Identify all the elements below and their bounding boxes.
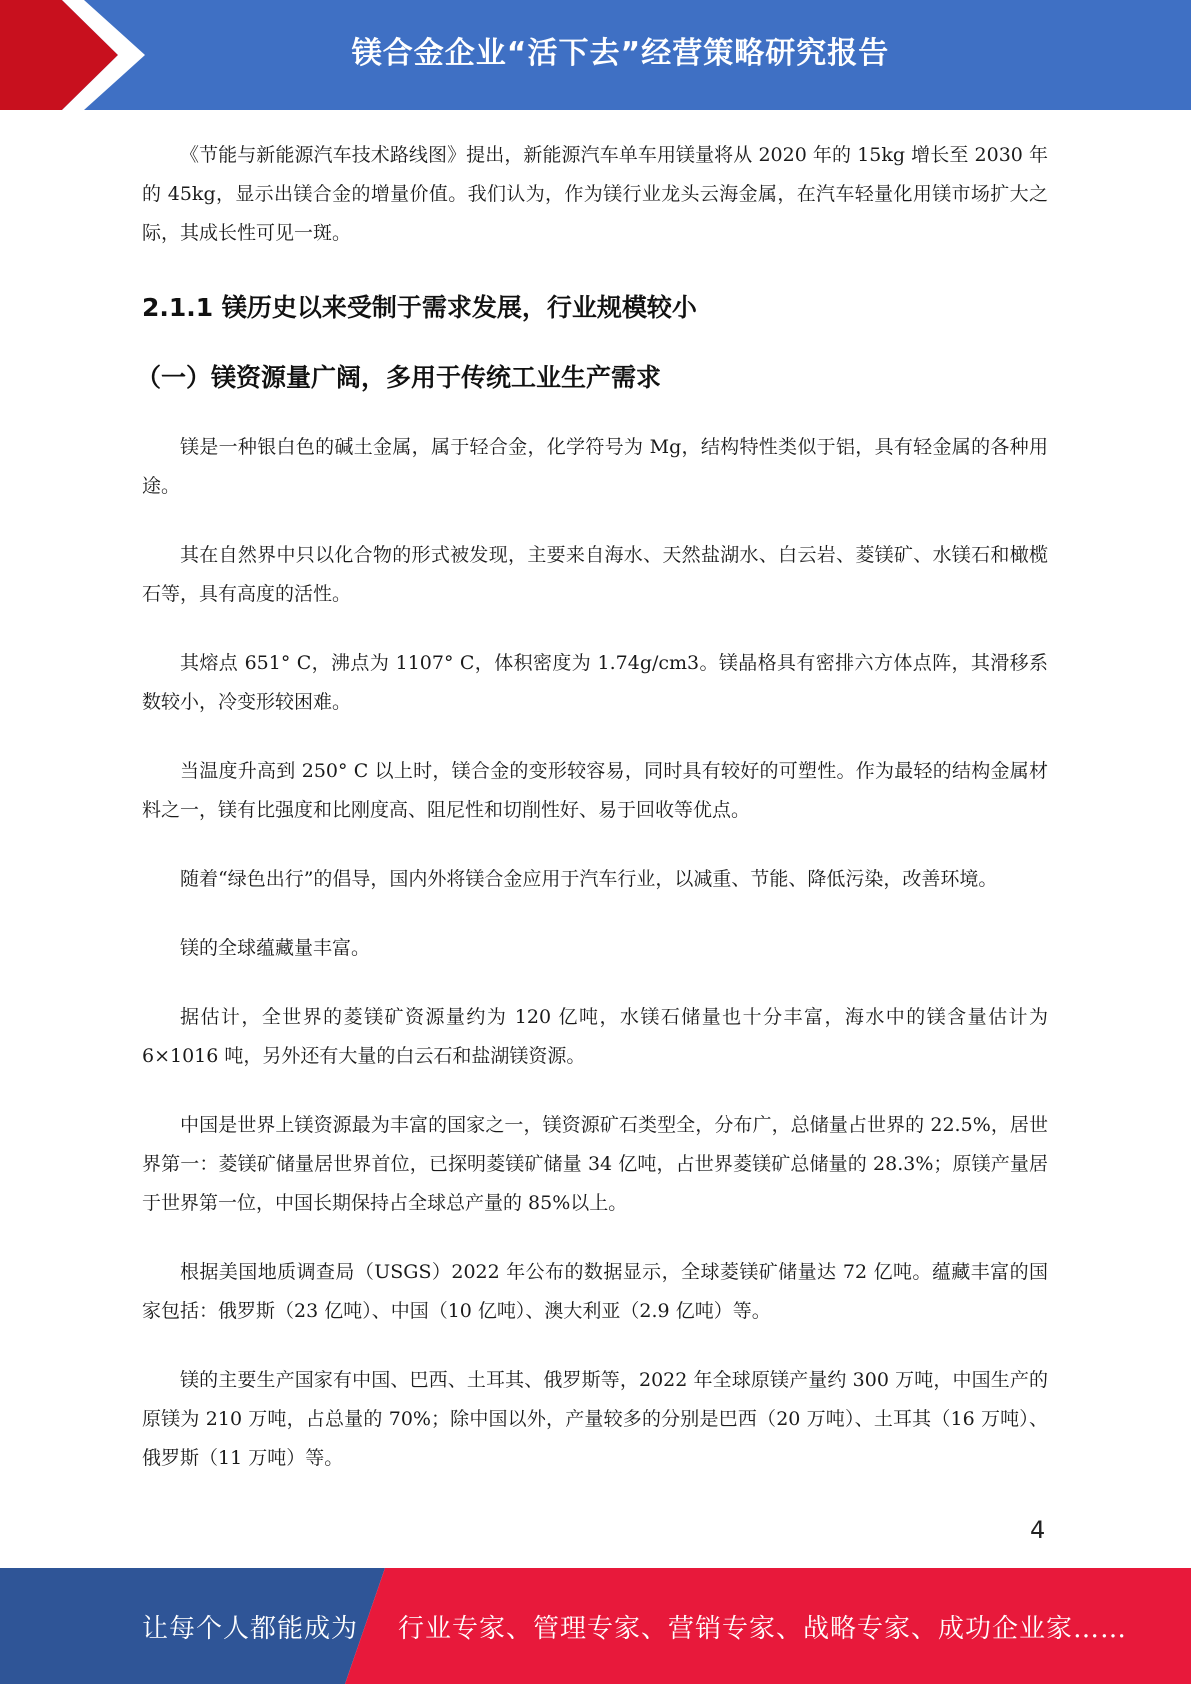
document-body [136,136,1048,1478]
header-arrow-graphic [0,0,160,110]
section-heading: 2.1.1 镁历史以来受制于需求发展，行业规模较小 [142,293,697,322]
paragraph: 当温度升高到 250° C 以上时，镁合金的变形较容易，同时具有较好的可塑性。作为最轻的结构金属材料之一，镁有比强度和比刚度高、阻尼性和切削性好、易于回收等优点。 [142,760,1048,821]
page-header [0,0,1191,110]
paragraph: 镁的全球蕴藏量丰富。 [180,937,371,959]
paragraph: 镁是一种银白色的碱土金属，属于轻合金，化学符号为 Mg，结构特性类似于铝，具有轻金属的各种用途。 [142,436,1048,497]
page-footer [0,1568,1191,1684]
paragraph: 根据美国地质调查局（USGS）2022 年公布的数据显示，全球菱镁矿储量达 72 亿吨。蕴藏丰富的国家包括：俄罗斯（23 亿吨）、中国（10 亿吨）、澳大利亚（2.9 亿吨）等。 [142,1261,1048,1322]
sub-heading: （一）镁资源量广阔，多用于传统工业生产需求 [136,363,662,392]
page-number: 4 [1030,1516,1046,1544]
paragraph: 其熔点 651° C，沸点为 1107° C，体积密度为 1.74g/cm3。镁晶格具有密排六方体点阵，其滑移系数较小，冷变形较困难。 [142,652,1048,713]
footer-slogan-right: 行业专家、管理专家、营销专家、战略专家、成功企业家…… [398,1613,1128,1644]
paragraph: 中国是世界上镁资源最为丰富的国家之一，镁资源矿石类型全，分布广，总储量占世界的 22.5%，居世界第一：菱镁矿储量居世界首位，已探明菱镁矿储量 34 亿吨，占世界菱镁矿总储量的 28.3%；原镁产量居于世界第一位，中国长期保持占全球总产量的 85%以上。 [142,1114,1048,1214]
paragraph: 据估计，全世界的菱镁矿资源量约为 120 亿吨，水镁石储量也十分丰富，海水中的镁含量估计为 6×1016 吨，另外还有大量的白云石和盐湖镁资源。 [142,1006,1048,1067]
paragraph: 镁的主要生产国家有中国、巴西、土耳其、俄罗斯等，2022 年全球原镁产量约 300 万吨，中国生产的原镁为 210 万吨，占总量的 70%；除中国以外，产量较多的分别是巴西（20 万吨）、土耳其（16 万吨）、俄罗斯（11 万吨）等。 [142,1369,1048,1469]
paragraph: 随着“绿色出行”的倡导，国内外将镁合金应用于汽车行业，以减重、节能、降低污染，改善环境。 [180,868,998,890]
paragraph: 其在自然界中只以化合物的形式被发现，主要来自海水、天然盐湖水、白云岩、菱镁矿、水镁石和橄榄石等，具有高度的活性。 [142,544,1048,605]
report-title: 镁合金企业“活下去”经营策略研究报告 [351,36,890,71]
intro-paragraph: 《节能与新能源汽车技术路线图》提出，新能源汽车单车用镁量将从 2020 年的 15kg 增长至 2030 年的 45kg，显示出镁合金的增量价值。我们认为，作为镁行业龙头云海金属，在汽车轻量化用镁市场扩大之际，其成长性可见一斑。 [142,144,1048,244]
footer-slogan-left: 让每个人都能成为 [142,1613,359,1644]
